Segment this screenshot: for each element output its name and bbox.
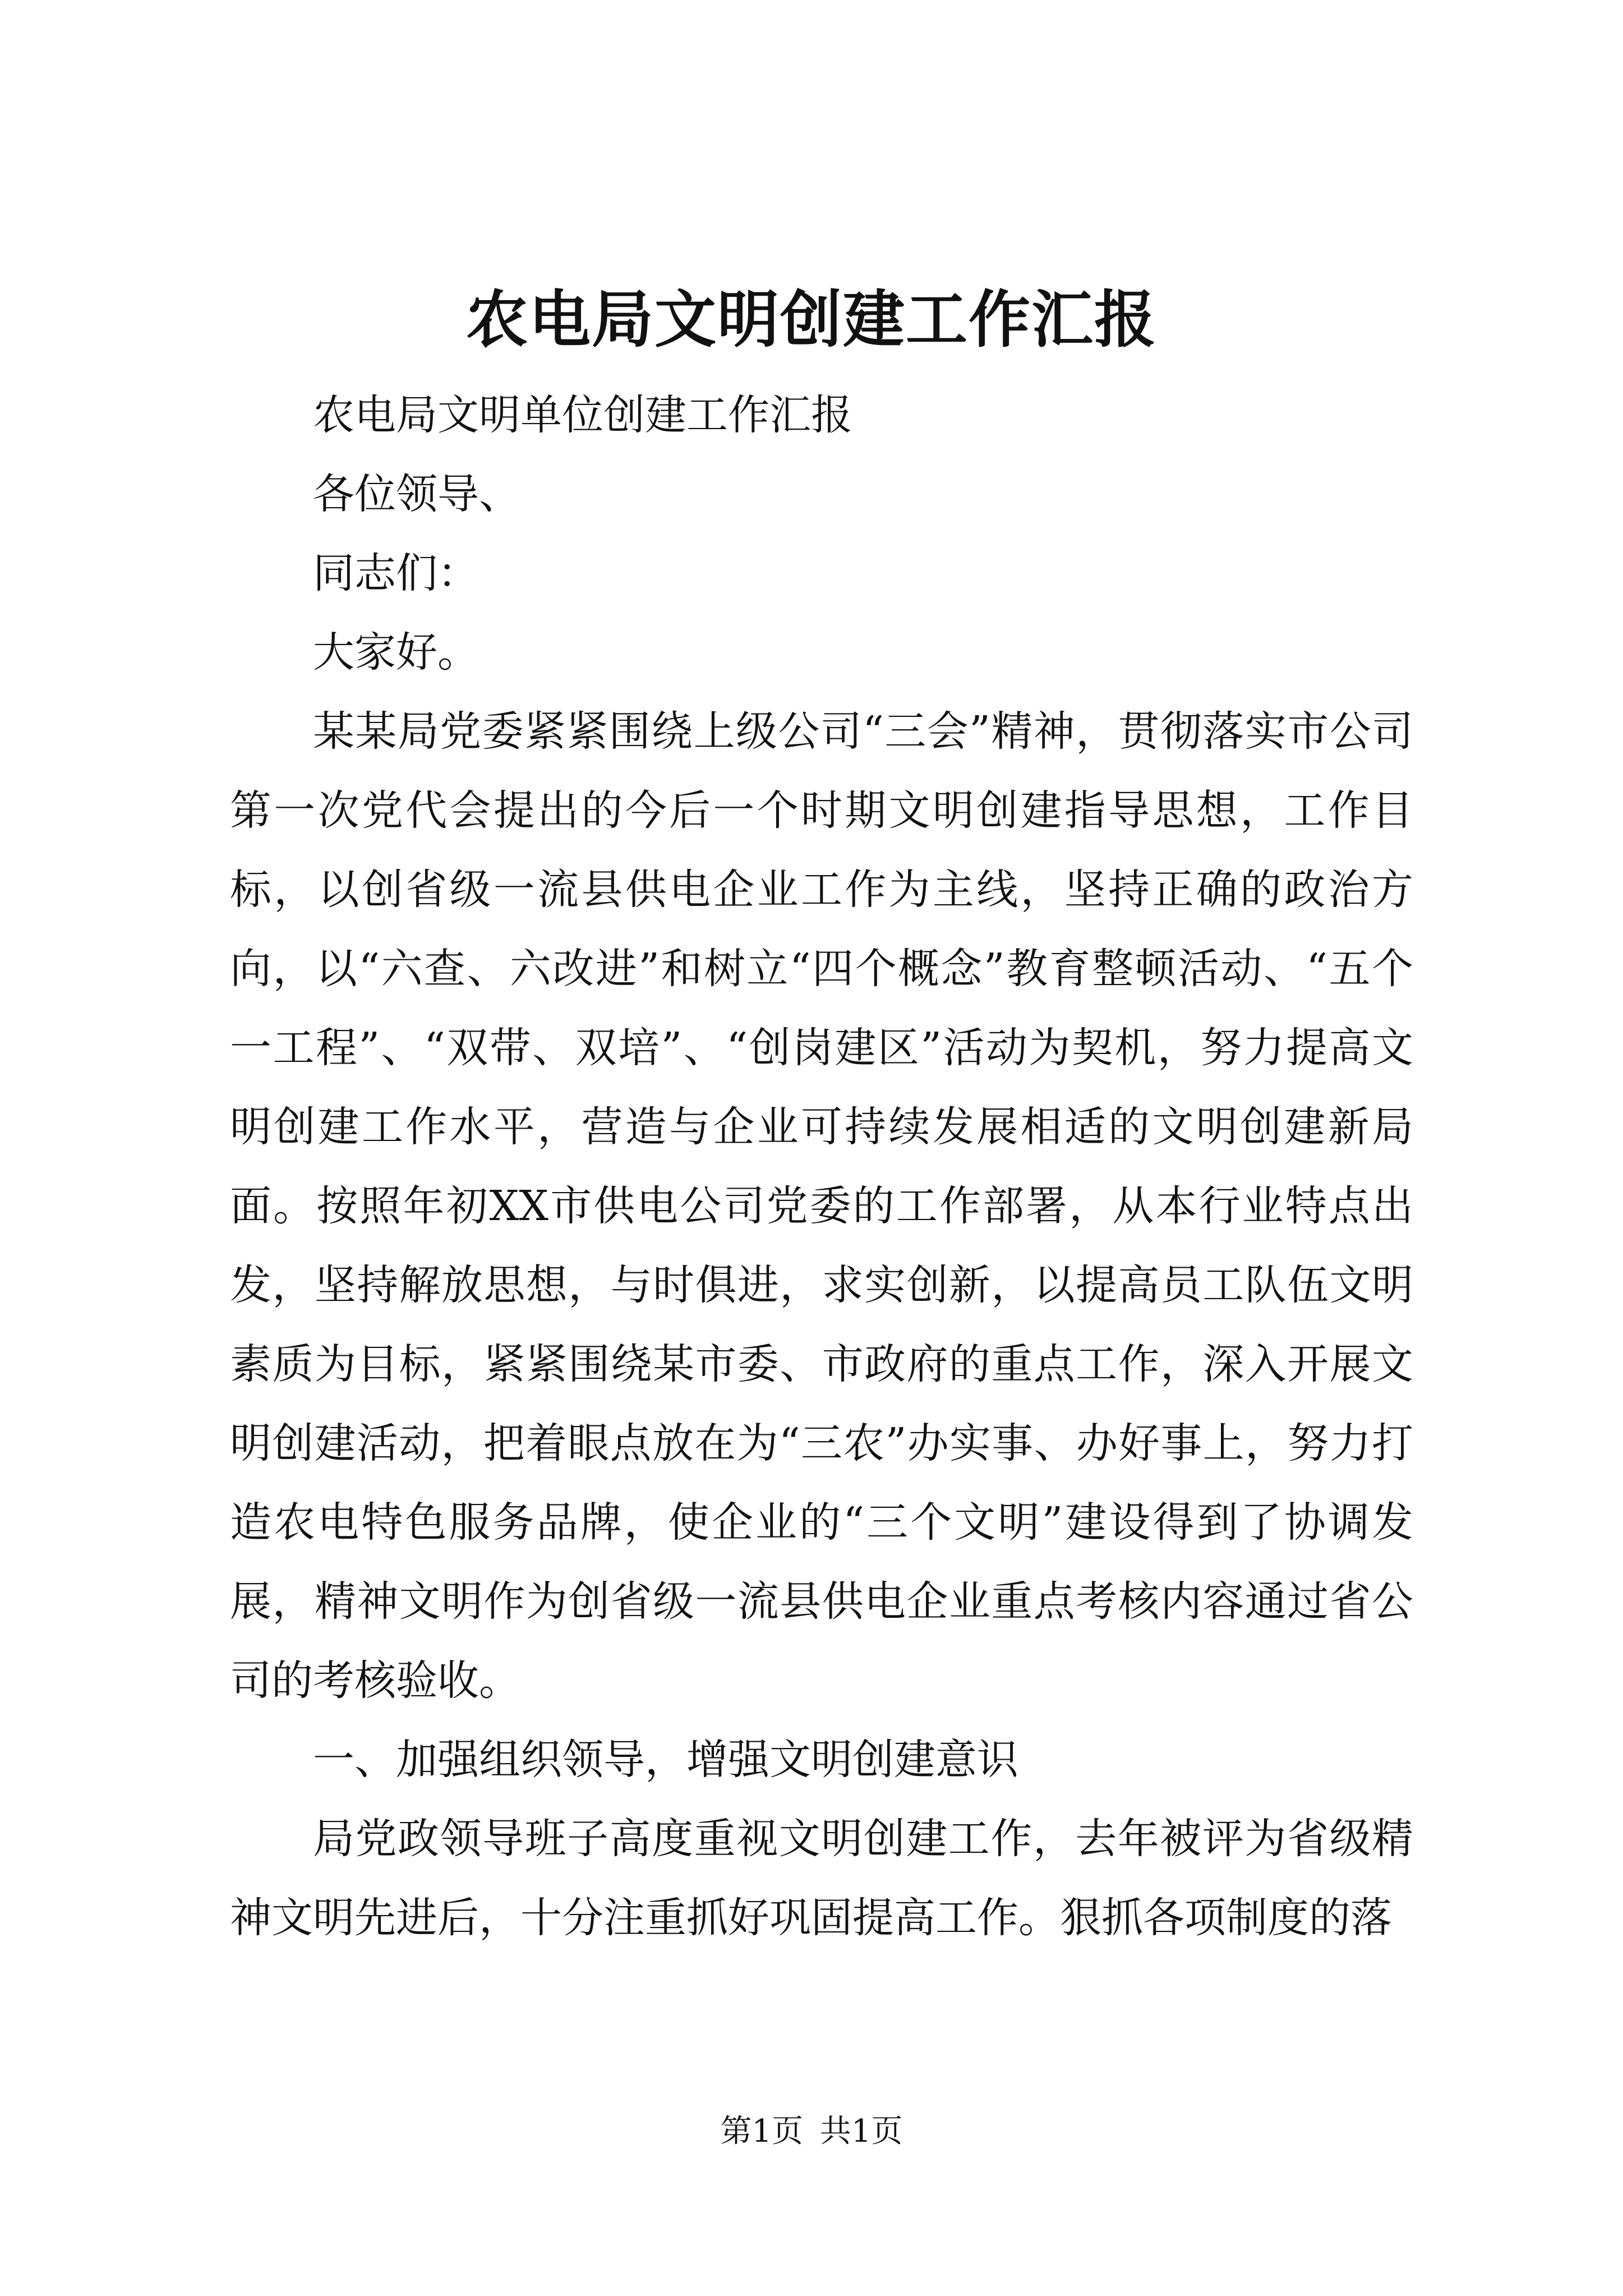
paragraph-subtitle: 农电局文明单位创建工作汇报 xyxy=(313,391,852,439)
paragraph-introduction: 某某局党委紧紧围绕上级公司“三会”精神，贯彻落实市公司第一次党代会提出的今后一个时期文明创建指导思想，工作目标，以创省级一流县供电企业工作为主线，坚持正确的政治方向，以“六查、六改进”和树立“四个概念”教育整顿活动、“五个一工程”、“双带、双培”、“创岗建区”活动为契机，努力提高文明创建工作水平，营造与企业可持续发展相适的文明创建新局面。按照年初XX市供电公司党委的工作部署，从本行业特点出发，坚持解放思想，与时俱进，求实创新，以提高员工队伍文明素质为目标，紧紧围绕某市委、市政府的重点工作，深入开展文明创建活动，把着眼点放在为“三农”办实事、办好事上，努力打造农电特色服务品牌，使企业的“三个文明”建设得到了协调发展，精神文明作为创省级一流县供电企业重点考核内容通过省公司的考核验收。 xyxy=(230,707,1413,1705)
paragraph-section-1: 局党政领导班子高度重视文明创建工作，去年被评为省级精神文明先进后，十分注重抓好巩固提高工作。狠抓各项制度的落 xyxy=(230,1815,1413,1942)
section-heading-1: 一、加强组织领导，增强文明创建意识 xyxy=(313,1736,1018,1784)
page-footer xyxy=(0,2109,1623,2154)
document-body xyxy=(230,376,1413,1958)
paragraph-salutation-comrades: 同志们： xyxy=(313,549,479,597)
document-title: 农电局文明创建工作汇报 xyxy=(466,283,1157,356)
page-total: 共1页 xyxy=(819,2113,903,2150)
page-number: 第1页 xyxy=(720,2113,804,2150)
paragraph-salutation-leaders: 各位领导、 xyxy=(313,470,520,518)
paragraph-greeting: 大家好。 xyxy=(313,628,479,677)
